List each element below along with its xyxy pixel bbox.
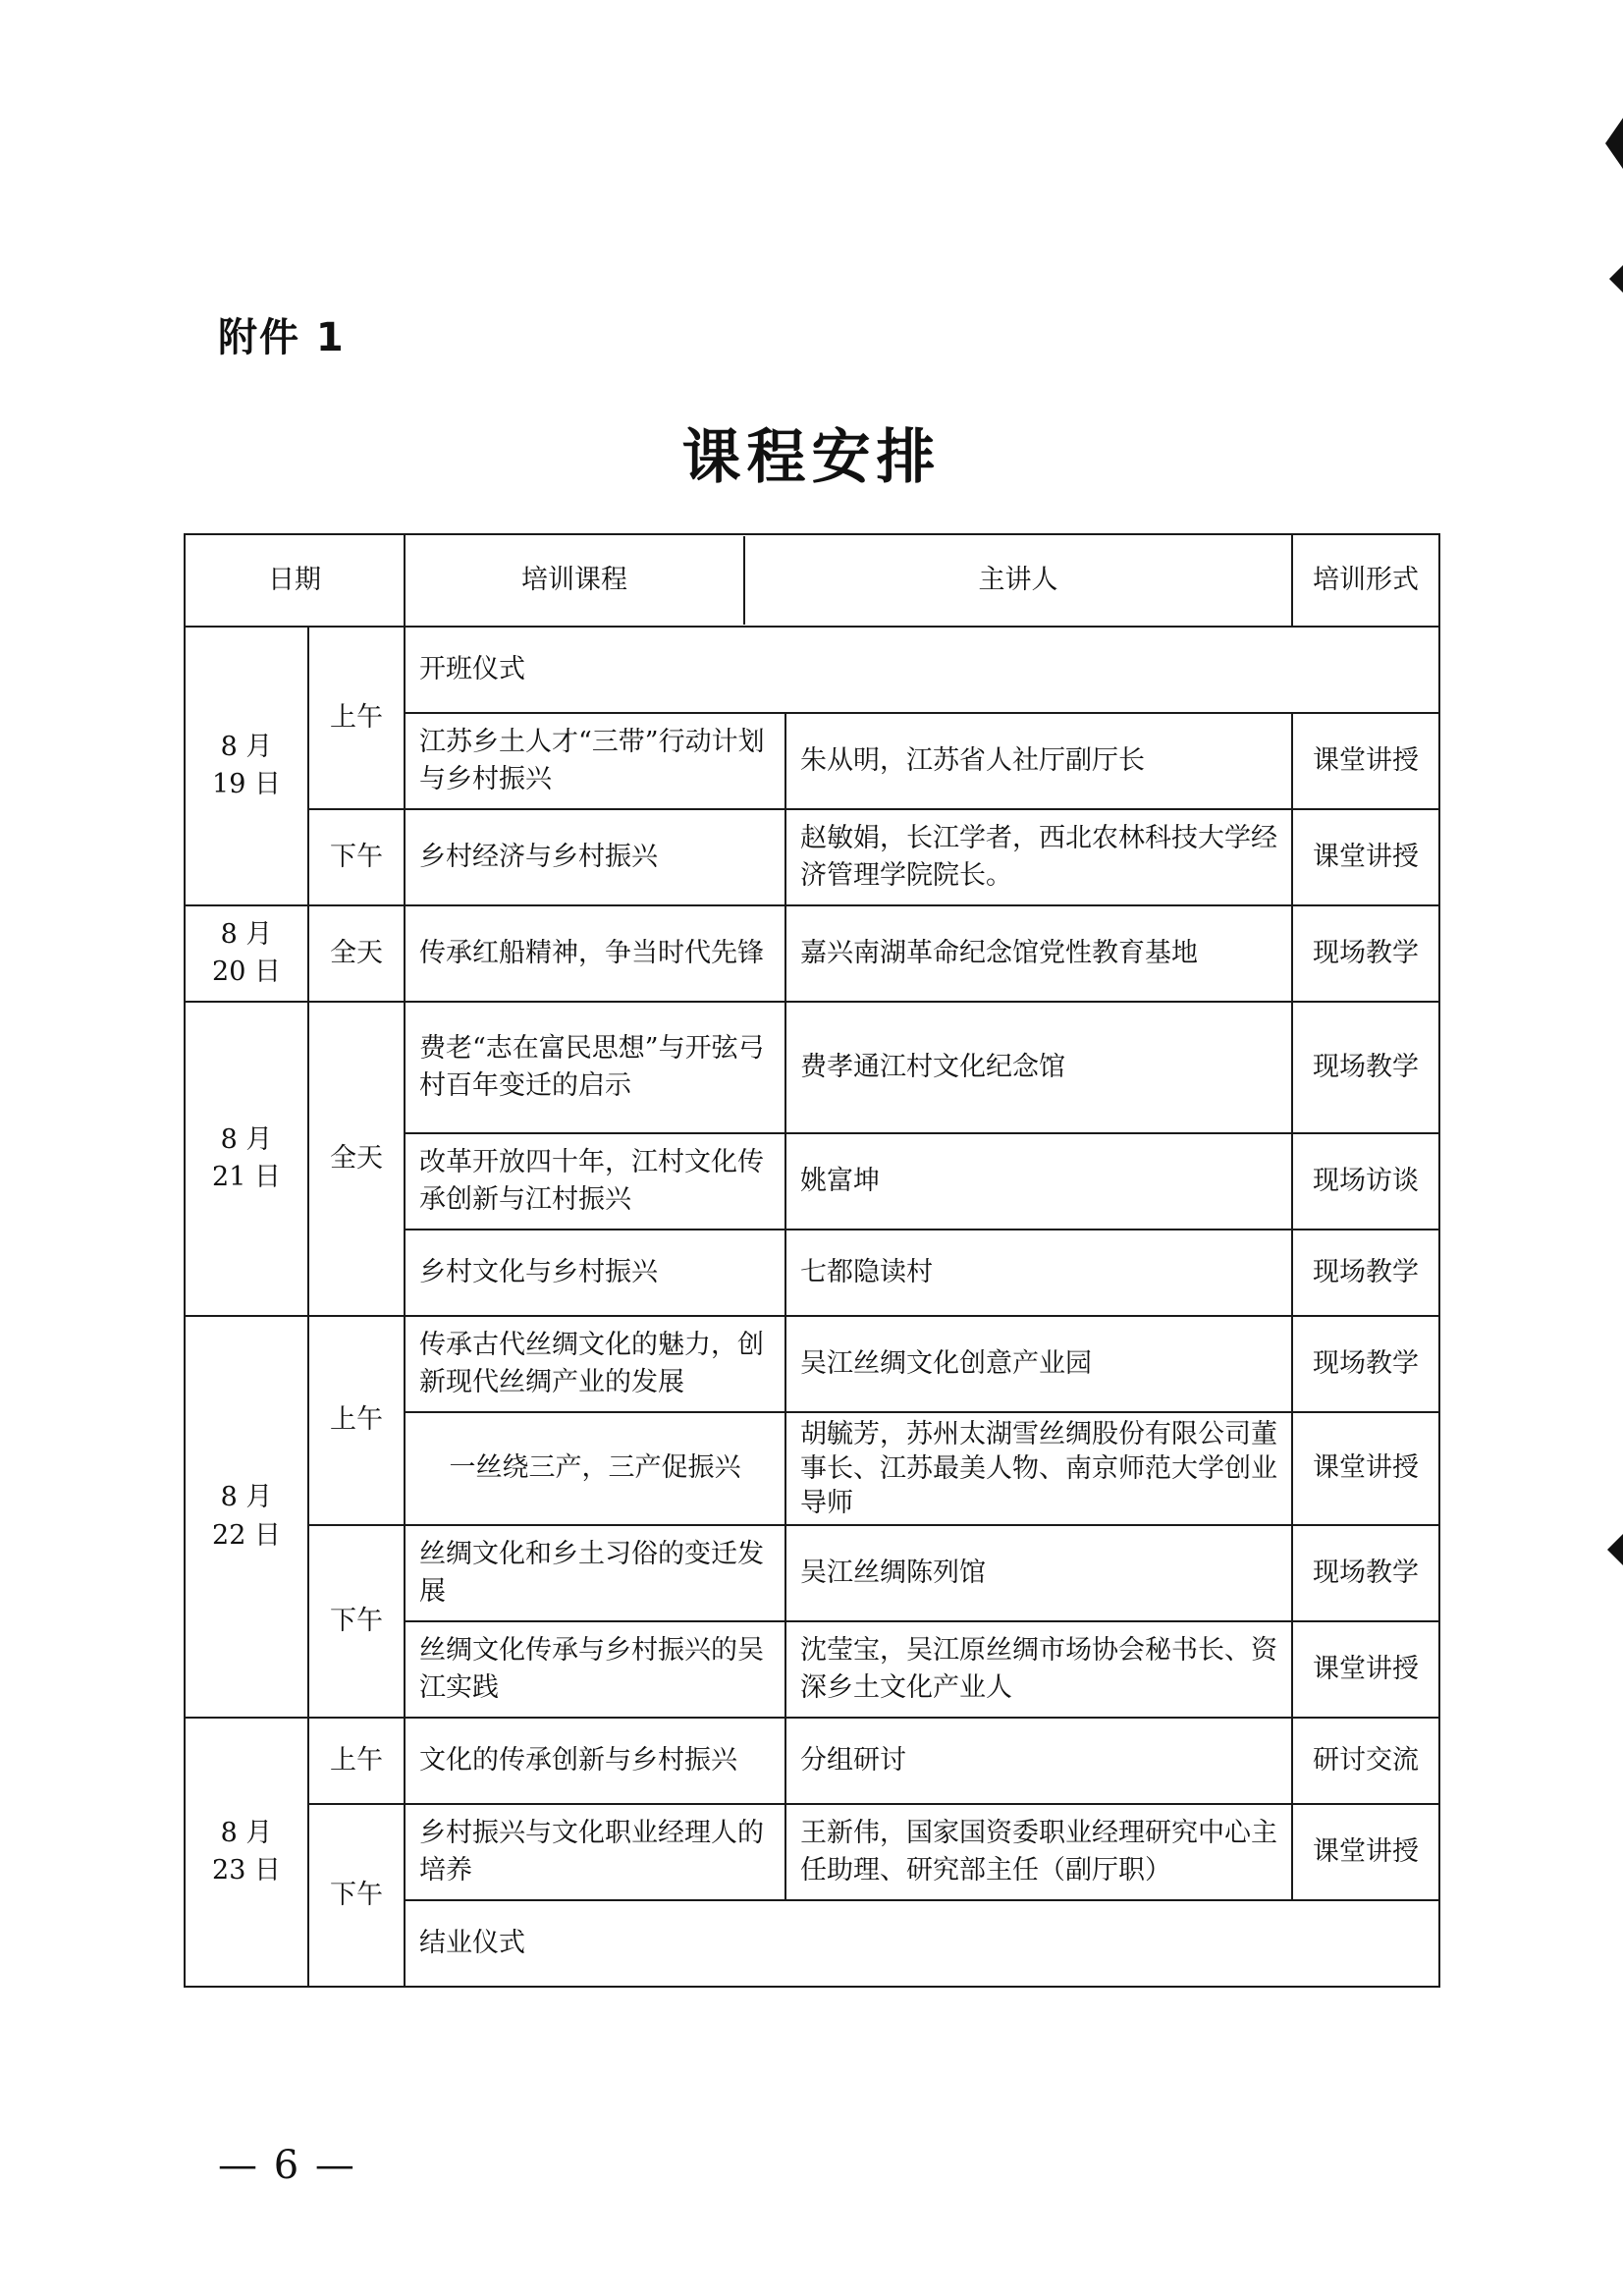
course-cell: 传承红船精神，争当时代先锋 <box>405 905 785 1002</box>
header-format: 培训形式 <box>1292 534 1439 627</box>
table-row <box>185 1804 1439 1900</box>
period-cell: 全天 <box>308 905 405 1002</box>
header-course-label: 培训课程 <box>406 536 745 625</box>
scan-edge-mark <box>1609 265 1623 293</box>
speaker-cell: 朱从明，江苏省人社厅副厅长 <box>785 713 1292 809</box>
period-cell: 下午 <box>308 809 405 905</box>
period-cell: 上午 <box>308 1316 405 1525</box>
format-cell: 课堂讲授 <box>1292 1412 1439 1525</box>
speaker-cell: 胡毓芳，苏州太湖雪丝绸股份有限公司董事长、江苏最美人物、南京师范大学创业导师 <box>785 1412 1292 1525</box>
course-cell: 改革开放四十年，江村文化传承创新与江村振兴 <box>405 1133 785 1230</box>
page-number: — 6 — <box>218 2143 356 2188</box>
speaker-cell: 费孝通江村文化纪念馆 <box>785 1002 1292 1133</box>
format-cell: 课堂讲授 <box>1292 713 1439 809</box>
date-cell: 8 月 21 日 <box>185 1002 308 1316</box>
header-speaker: 主讲人 <box>978 564 1058 595</box>
header-date: 日期 <box>185 534 405 627</box>
header-course <box>405 534 1292 627</box>
speaker-cell: 王新伟，国家国资委职业经理研究中心主任助理、研究部主任（副厅职） <box>785 1804 1292 1900</box>
period-cell: 下午 <box>308 1804 405 1987</box>
speaker-cell: 沈莹宝，吴江原丝绸市场协会秘书长、资深乡土文化产业人 <box>785 1621 1292 1718</box>
format-cell: 课堂讲授 <box>1292 1621 1439 1718</box>
format-cell: 课堂讲授 <box>1292 1804 1439 1900</box>
table-row <box>185 905 1439 1002</box>
period-cell: 全天 <box>308 1002 405 1316</box>
format-cell: 现场教学 <box>1292 905 1439 1002</box>
course-cell: 传承古代丝绸文化的魅力，创新现代丝绸产业的发展 <box>405 1316 785 1412</box>
format-cell: 现场访谈 <box>1292 1133 1439 1230</box>
table-row <box>185 809 1439 905</box>
table-header-row <box>185 534 1439 627</box>
course-cell: 乡村振兴与文化职业经理人的培养 <box>405 1804 785 1900</box>
speaker-cell: 姚富坤 <box>785 1133 1292 1230</box>
format-cell: 现场教学 <box>1292 1316 1439 1412</box>
speaker-cell: 分组研讨 <box>785 1718 1292 1804</box>
speaker-cell: 赵敏娟，长江学者，西北农林科技大学经济管理学院院长。 <box>785 809 1292 905</box>
course-cell: 乡村经济与乡村振兴 <box>405 809 785 905</box>
speaker-cell: 吴江丝绸文化创意产业园 <box>785 1316 1292 1412</box>
course-cell: 乡村文化与乡村振兴 <box>405 1230 785 1316</box>
table-row <box>185 1525 1439 1621</box>
date-cell: 8 月 19 日 <box>185 627 308 905</box>
course-cell: 江苏乡土人才“三带”行动计划与乡村振兴 <box>405 713 785 809</box>
scan-edge-mark <box>1607 1534 1623 1565</box>
format-cell: 研讨交流 <box>1292 1718 1439 1804</box>
speaker-cell: 嘉兴南湖革命纪念馆党性教育基地 <box>785 905 1292 1002</box>
table-row <box>185 1718 1439 1804</box>
scan-edge-mark <box>1605 118 1623 169</box>
page-title: 课程安排 <box>681 423 942 492</box>
course-cell: 费老“志在富民思想”与开弦弓村百年变迁的启示 <box>405 1002 785 1133</box>
table-row <box>185 1316 1439 1412</box>
course-cell: 结业仪式 <box>405 1900 1439 1987</box>
course-cell: 丝绸文化和乡土习俗的变迁发展 <box>405 1525 785 1621</box>
speaker-cell: 七都隐读村 <box>785 1230 1292 1316</box>
date-cell: 8 月 23 日 <box>185 1718 308 1987</box>
attachment-label: 附件 1 <box>218 315 346 360</box>
speaker-cell: 吴江丝绸陈列馆 <box>785 1525 1292 1621</box>
period-cell: 下午 <box>308 1525 405 1718</box>
format-cell: 现场教学 <box>1292 1525 1439 1621</box>
format-cell: 现场教学 <box>1292 1002 1439 1133</box>
format-cell: 课堂讲授 <box>1292 809 1439 905</box>
table-row <box>185 627 1439 713</box>
format-cell: 现场教学 <box>1292 1230 1439 1316</box>
date-cell: 8 月 20 日 <box>185 905 308 1002</box>
table-row <box>185 1002 1439 1133</box>
date-cell: 8 月 22 日 <box>185 1316 308 1718</box>
period-cell: 上午 <box>308 1718 405 1804</box>
course-cell: 一丝绕三产，三产促振兴 <box>405 1412 785 1525</box>
period-cell: 上午 <box>308 627 405 809</box>
schedule-table <box>184 533 1440 1988</box>
course-cell: 丝绸文化传承与乡村振兴的吴江实践 <box>405 1621 785 1718</box>
course-cell: 开班仪式 <box>405 627 1439 713</box>
course-cell: 文化的传承创新与乡村振兴 <box>405 1718 785 1804</box>
